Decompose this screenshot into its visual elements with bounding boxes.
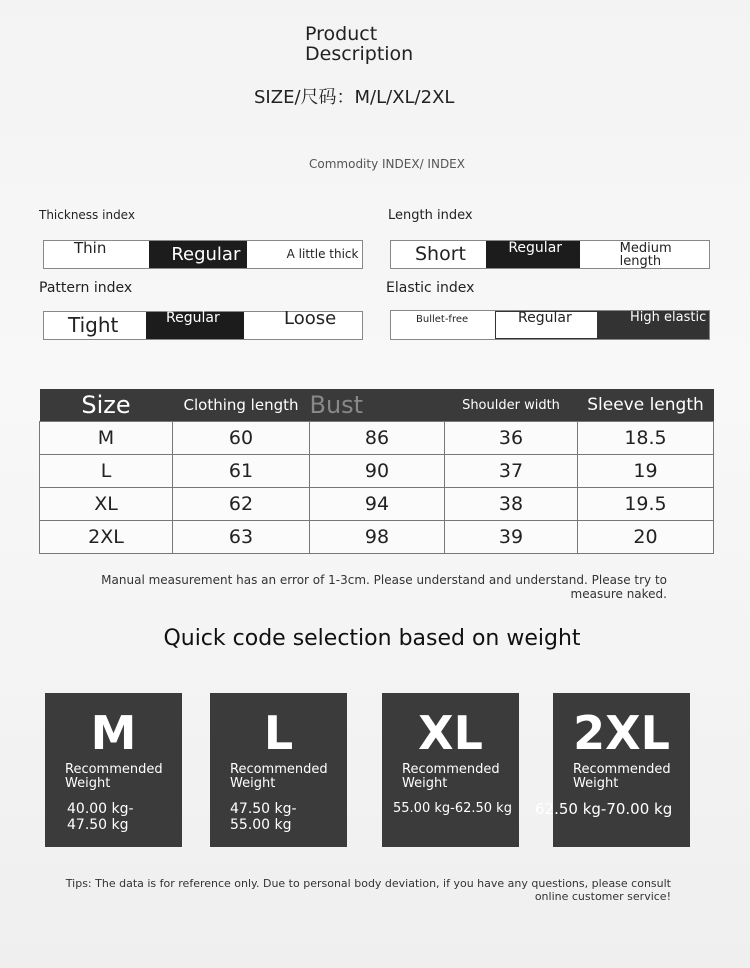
cell-sleeve-length: 20 — [578, 521, 714, 554]
cell-sleeve-length: 19 — [578, 455, 714, 488]
pattern-index-bar — [43, 308, 363, 340]
weight-card-m — [45, 693, 182, 847]
card-recommended-label: Recommended Weight — [230, 762, 328, 791]
card-size-label: L — [263, 706, 294, 760]
cell-bust: 98 — [310, 521, 445, 554]
table-row — [40, 455, 714, 488]
cell-sleeve-length: 18.5 — [578, 422, 714, 455]
size-line: SIZE/尺码：M/L/XL/2XL — [254, 87, 455, 108]
cell-clothing-length: 61 — [173, 455, 310, 488]
pattern-option-regular: Regular — [146, 312, 244, 339]
table-row — [40, 422, 714, 455]
header-size: Size — [40, 389, 173, 422]
title-line-1: Product — [305, 23, 378, 45]
header-clothing-length: Clothing length — [173, 389, 310, 422]
cell-shoulder-width: 38 — [445, 488, 578, 521]
cell-bust: 94 — [310, 488, 445, 521]
card-recommended-label: Recommended Weight — [573, 762, 671, 791]
cell-size: M — [40, 422, 173, 455]
elastic-option-high-elastic: High elastic — [598, 311, 709, 339]
thickness-option-a-little-thick: A little thick — [286, 247, 359, 261]
size-table — [39, 389, 714, 554]
header-sleeve-length: Sleeve length — [578, 389, 714, 422]
card-weight-range: 47.50 kg-55.00 kg — [230, 801, 297, 833]
measurement-note: Manual measurement has an error of 1-3cm. Please understand and understand. Please try to measure naked. — [101, 573, 667, 601]
elastic-option-regular: Regular — [495, 311, 598, 339]
card-size-label: M — [90, 706, 137, 760]
page-title — [305, 24, 413, 64]
cell-clothing-length: 62 — [173, 488, 310, 521]
length-option-medium-length: Medium length — [619, 240, 672, 269]
cell-clothing-length: 63 — [173, 521, 310, 554]
cell-shoulder-width: 39 — [445, 521, 578, 554]
thickness-index-bar — [43, 240, 363, 269]
pattern-option-tight: Tight — [68, 313, 119, 337]
card-recommended-label: Recommended Weight — [65, 762, 163, 791]
card-weight-range: 55.00 kg-62.50 kg — [393, 801, 512, 816]
card-size-label: XL — [418, 706, 483, 760]
weight-card-2xl — [535, 693, 690, 847]
pattern-index-label: Pattern index — [39, 280, 133, 296]
cell-clothing-length: 60 — [173, 422, 310, 455]
thickness-option-regular: Regular — [149, 241, 246, 268]
cell-size: 2XL — [40, 521, 173, 554]
elastic-index-bar — [390, 310, 710, 340]
card-recommended-label: Recommended Weight — [402, 762, 500, 791]
thickness-option-thin: Thin — [74, 239, 107, 257]
table-row — [40, 488, 714, 521]
cell-shoulder-width: 37 — [445, 455, 578, 488]
header-bust: Bust — [310, 389, 445, 422]
pattern-option-loose: Loose — [284, 308, 337, 329]
quick-selection-title: Quick code selection based on weight — [163, 626, 581, 651]
elastic-option-bullet-free: Bullet-free — [416, 314, 469, 325]
length-option-regular: Regular — [486, 241, 579, 268]
length-index-bar — [390, 240, 710, 269]
length-option-short: Short — [415, 243, 466, 265]
cell-size: L — [40, 455, 173, 488]
thickness-index-label: Thickness index — [39, 208, 135, 222]
weight-card-l — [210, 693, 347, 847]
cell-bust: 90 — [310, 455, 445, 488]
tips-note: Tips: The data is for reference only. Due to personal body deviation, if you have any questions, please consult online customer service! — [65, 877, 671, 903]
size-table-header — [40, 389, 714, 422]
length-index-label: Length index — [388, 208, 473, 223]
weight-card-xl — [382, 693, 519, 847]
header-shoulder-width: Shoulder width — [445, 389, 578, 422]
card-weight-range: 62.50 kg-70.00 kg — [535, 800, 673, 818]
table-row — [40, 521, 714, 554]
cell-sleeve-length: 19.5 — [578, 488, 714, 521]
card-weight-range: 40.00 kg-47.50 kg — [67, 801, 134, 833]
cell-size: XL — [40, 488, 173, 521]
card-size-label: 2XL — [573, 706, 670, 760]
elastic-index-label: Elastic index — [386, 280, 475, 296]
title-line-2: Description — [305, 43, 414, 65]
cell-shoulder-width: 36 — [445, 422, 578, 455]
cell-bust: 86 — [310, 422, 445, 455]
commodity-index-label: Commodity INDEX/ INDEX — [309, 157, 465, 171]
